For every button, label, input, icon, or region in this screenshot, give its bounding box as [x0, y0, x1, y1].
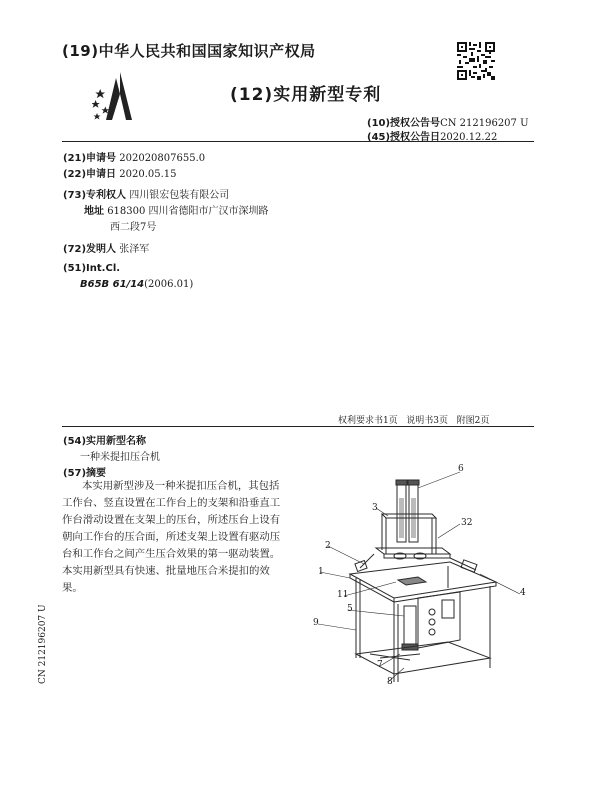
abstract-line: 朝向工作台的压合面，所述支架上设置有驱动压: [62, 531, 281, 543]
abstract-line: 工作台、竖直设置在工作台上的支架和沿垂直工: [62, 497, 281, 509]
application-number-label: (21)申请号: [63, 153, 117, 164]
abstract-line: 台和工作台之间产生压合效果的第一驱动装置。: [62, 548, 281, 560]
application-date-label: (22)申请日: [63, 169, 117, 180]
patentee-row: [63, 186, 229, 201]
application-date: 2020.05.15: [119, 169, 177, 180]
press-machine-figure: [300, 458, 540, 698]
figure-label: 2: [325, 541, 331, 551]
title-label-text: (54)实用新型名称: [63, 436, 147, 447]
application-date-row: [63, 165, 177, 180]
intcl-year: (2006.01): [144, 279, 194, 290]
office-name: (19)中华人民共和国国家知识产权局: [62, 42, 316, 60]
figure-label: 8: [387, 677, 393, 687]
figure-label: 32: [461, 518, 473, 528]
publication-date-label: (45)授权公告日: [367, 132, 441, 143]
abstract-body: [62, 478, 302, 597]
address-line2: 西二段7号: [110, 222, 157, 233]
publication-date: 2020.12.22: [440, 132, 498, 143]
inventor: 张泽军: [119, 244, 150, 255]
pages-info: 权利要求书1页 说明书3页 附图2页: [338, 416, 490, 426]
qr-code-icon: [457, 42, 495, 80]
abstract-line: 作台滑动设置在支架上的压台，所述压台上设有: [62, 514, 281, 526]
intcl-label-text: (51)Int.Cl.: [63, 263, 121, 274]
application-number: 202020807655.0: [119, 153, 206, 164]
cylinder-group: [396, 480, 419, 542]
publication-number-label: (10)授权公告号: [367, 118, 441, 129]
patentee-label: (73)专利权人: [63, 190, 127, 201]
figure-label: 7: [377, 660, 383, 670]
abstract-label-text: (57)摘要: [63, 468, 107, 479]
inventor-row: [63, 240, 149, 255]
application-number-row: [63, 149, 205, 164]
intcl-label: [63, 263, 120, 274]
patent-type: (12)实用新型专利: [230, 85, 382, 105]
figure-label: 4: [520, 588, 526, 598]
figure-label: 1: [318, 567, 324, 577]
figure-label: 11: [337, 590, 349, 600]
figure-label: 9: [313, 618, 319, 628]
side-publication-number: CN 212196207 U: [38, 604, 48, 684]
cnipa-logo-icon: [92, 68, 148, 124]
address-row: [84, 202, 269, 217]
abstract-line: 果。: [62, 582, 83, 594]
intcl-code: B65B 61/14: [80, 279, 145, 290]
figure-label: 3: [372, 503, 378, 513]
middle-divider: [62, 426, 534, 427]
top-divider: [62, 141, 534, 142]
address-label: 地址: [84, 206, 104, 217]
inventor-label: (72)发明人: [63, 244, 117, 255]
abstract-line: 本实用新型具有快速、批量地压合米提扣的效: [62, 565, 270, 577]
publication-number: CN 212196207 U: [440, 118, 529, 129]
abstract-line: 本实用新型涉及一种米提扣压合机，其包括: [82, 480, 280, 492]
title-label: [63, 432, 146, 447]
abstract-label: [63, 464, 106, 479]
patentee: 四川银宏包装有限公司: [129, 190, 230, 201]
figure-label: 5: [347, 604, 353, 614]
publication-number-row: [367, 114, 529, 129]
intcl-row: [80, 279, 193, 290]
figure-label: 6: [458, 464, 464, 474]
address-line1: 618300 四川省德阳市广汉市深圳路: [107, 206, 269, 217]
utility-model-title: 一种米提扣压合机: [80, 452, 160, 463]
